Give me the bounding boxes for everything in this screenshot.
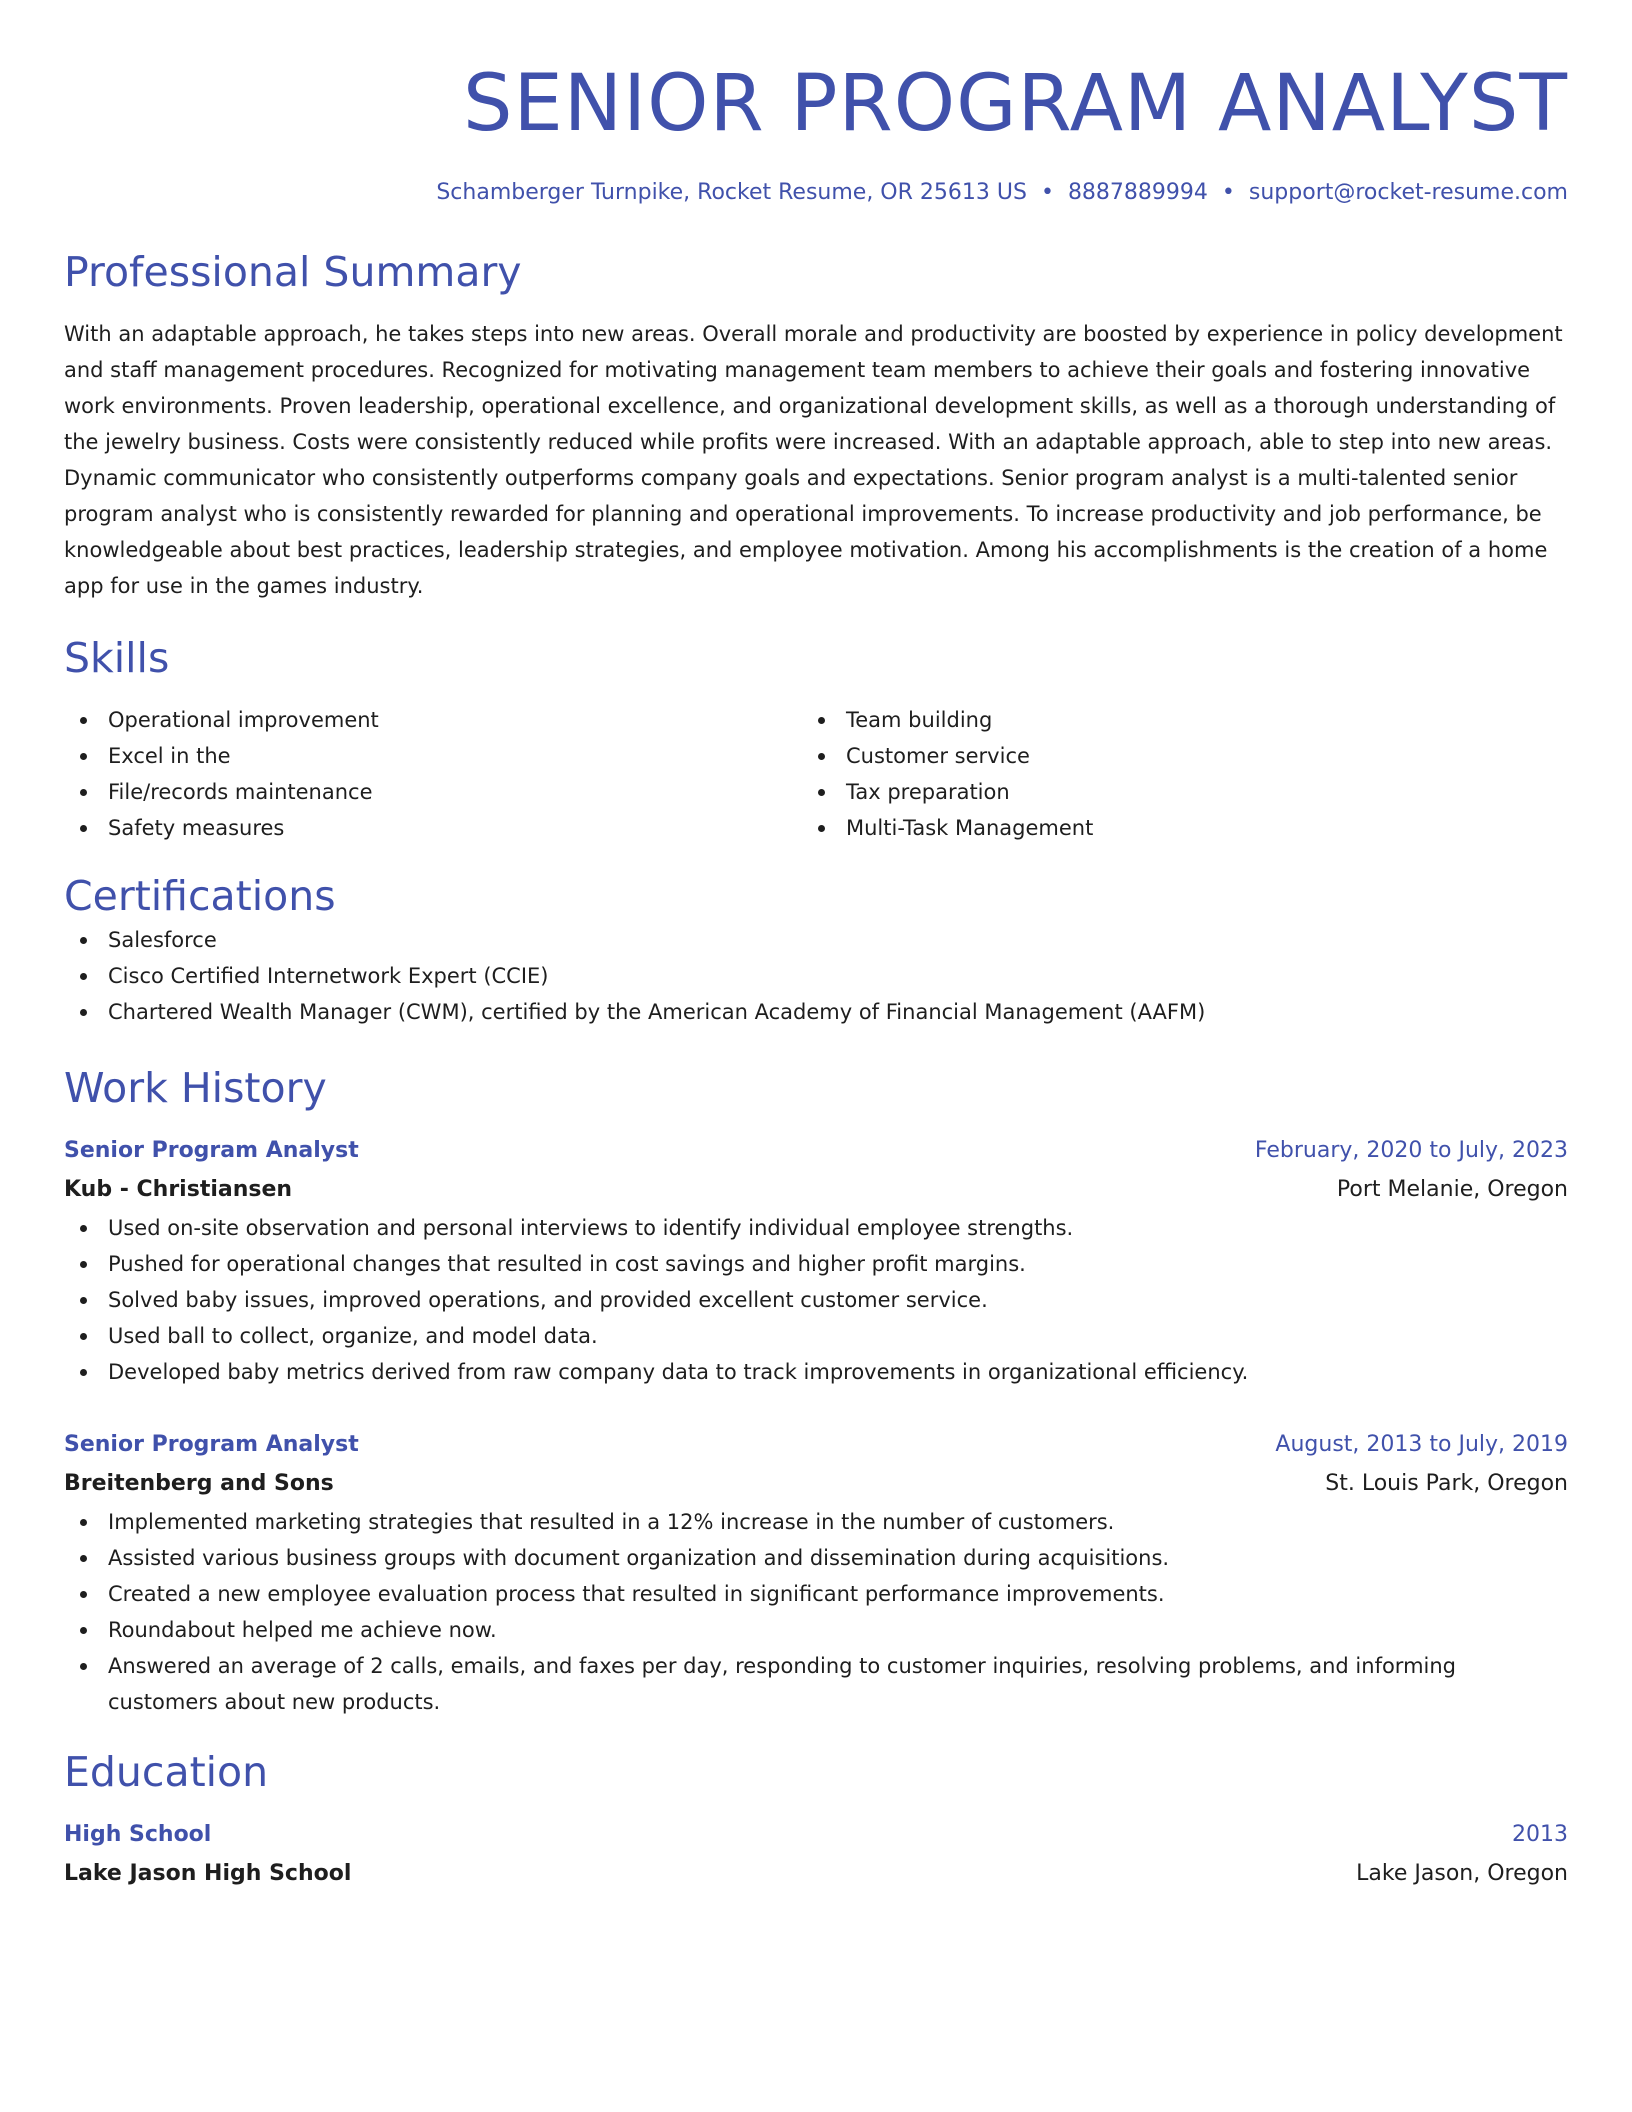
skills-column-left xyxy=(64,702,802,846)
contact-separator: • xyxy=(1221,180,1235,205)
skill-item: Operational improvement xyxy=(64,702,802,738)
job-title: Senior Program Analyst xyxy=(64,1432,359,1457)
job-location: Port Melanie, Oregon xyxy=(1336,1177,1568,1202)
job-location: St. Louis Park, Oregon xyxy=(1325,1471,1568,1496)
job-bullet: Assisted various business groups with document organization and dissemination during acquisitions. xyxy=(64,1540,1568,1576)
education-heading: Education xyxy=(64,1748,269,1796)
job-bullet: Answered an average of 2 calls, emails, and faxes per day, responding to customer inquiries, resolving problems, and informing customers about new products. xyxy=(64,1648,1568,1720)
skill-item: Safety measures xyxy=(64,810,802,846)
job-bullet: Pushed for operational changes that resulted in cost savings and higher profit margins. xyxy=(64,1246,1568,1282)
education-school: Lake Jason High School xyxy=(64,1861,352,1886)
education-school-row xyxy=(64,1854,1568,1894)
certifications-list xyxy=(64,922,1568,1030)
job-bullet: Created a new employee evaluation process that resulted in significant performance improvements. xyxy=(64,1576,1568,1612)
skill-item: Multi-Task Management xyxy=(802,810,1540,846)
job-bullets xyxy=(64,1504,1568,1720)
job-bullet: Developed baby metrics derived from raw company data to track improvements in organizational efficiency. xyxy=(64,1354,1568,1390)
skills-column-right xyxy=(802,702,1540,846)
job-bullet: Used ball to collect, organize, and model data. xyxy=(64,1318,1568,1354)
skills-grid xyxy=(64,702,1568,846)
job-entry xyxy=(64,1426,1568,1720)
job-bullet: Implemented marketing strategies that resulted in a 12% increase in the number of customers. xyxy=(64,1504,1568,1540)
job-bullet: Roundabout helped me achieve now. xyxy=(64,1612,1568,1648)
certification-item: Cisco Certified Internetwork Expert (CCIE) xyxy=(64,958,1568,994)
skills-heading: Skills xyxy=(64,634,170,682)
resume-title: SENIOR PROGRAM ANALYST xyxy=(462,59,1568,149)
job-company-row xyxy=(64,1170,1568,1210)
job-entry xyxy=(64,1132,1568,1390)
skill-item: Tax preparation xyxy=(802,774,1540,810)
summary-text: With an adaptable approach, he takes steps into new areas. Overall morale and productivity are boosted by experience in policy development and staff management procedures. Recognized for motivating management team members to achieve their goals and fostering innovative work environments. Proven leadership, operational excellence, and organizational development skills, as well as a thorough understanding of the jewelry business. Costs were consistently reduced while profits were increased. With an adaptable approach, able to step into new areas. Dynamic communicator who consistently outperforms company goals and expectations. Senior program analyst is a multi-talented senior program analyst who is consistently rewarded for planning and operational improvements. To increase productivity and job performance, be knowledgeable about best practices, leadership strategies, and employee motivation. Among his accomplishments is the creation of a home app for use in the games industry. xyxy=(64,322,1563,598)
skills-list-left xyxy=(64,702,802,846)
education-header-row xyxy=(64,1816,1568,1854)
education-year: 2013 xyxy=(1512,1822,1568,1847)
job-dates: February, 2020 to July, 2023 xyxy=(1254,1138,1568,1163)
certification-item: Chartered Wealth Manager (CWM), certified by the American Academy of Financial Management (AAFM) xyxy=(64,994,1568,1030)
certification-item: Salesforce xyxy=(64,922,1568,958)
summary-heading: Professional Summary xyxy=(64,248,522,296)
job-bullets xyxy=(64,1210,1568,1390)
education-location: Lake Jason, Oregon xyxy=(1356,1861,1568,1886)
certifications-heading: Certifications xyxy=(64,872,336,920)
job-company: Breitenberg and Sons xyxy=(64,1471,334,1496)
job-dates: August, 2013 to July, 2019 xyxy=(1275,1432,1568,1457)
job-header-row xyxy=(64,1132,1568,1170)
address: Schamberger Turnpike, Rocket Resume, OR 25613 US xyxy=(436,180,1027,205)
job-title: Senior Program Analyst xyxy=(64,1138,359,1163)
skill-item: Team building xyxy=(802,702,1540,738)
job-bullet: Solved baby issues, improved operations, and provided excellent customer service. xyxy=(64,1282,1568,1318)
phone: 8887889994 xyxy=(1067,180,1208,205)
job-header-row xyxy=(64,1426,1568,1464)
skill-item: File/records maintenance xyxy=(64,774,802,810)
job-company: Kub - Christiansen xyxy=(64,1177,293,1202)
skills-list-right xyxy=(802,702,1540,846)
education-entry xyxy=(64,1816,1568,1894)
email-link[interactable]: support@rocket-resume.com xyxy=(1248,180,1568,205)
contact-line xyxy=(64,178,1568,208)
job-company-row xyxy=(64,1464,1568,1504)
contact-separator: • xyxy=(1040,180,1054,205)
job-bullet: Used on-site observation and personal interviews to identify individual employee strengths. xyxy=(64,1210,1568,1246)
skill-item: Excel in the xyxy=(64,738,802,774)
work-history-heading: Work History xyxy=(64,1064,327,1112)
education-degree: High School xyxy=(64,1822,212,1847)
skill-item: Customer service xyxy=(802,738,1540,774)
